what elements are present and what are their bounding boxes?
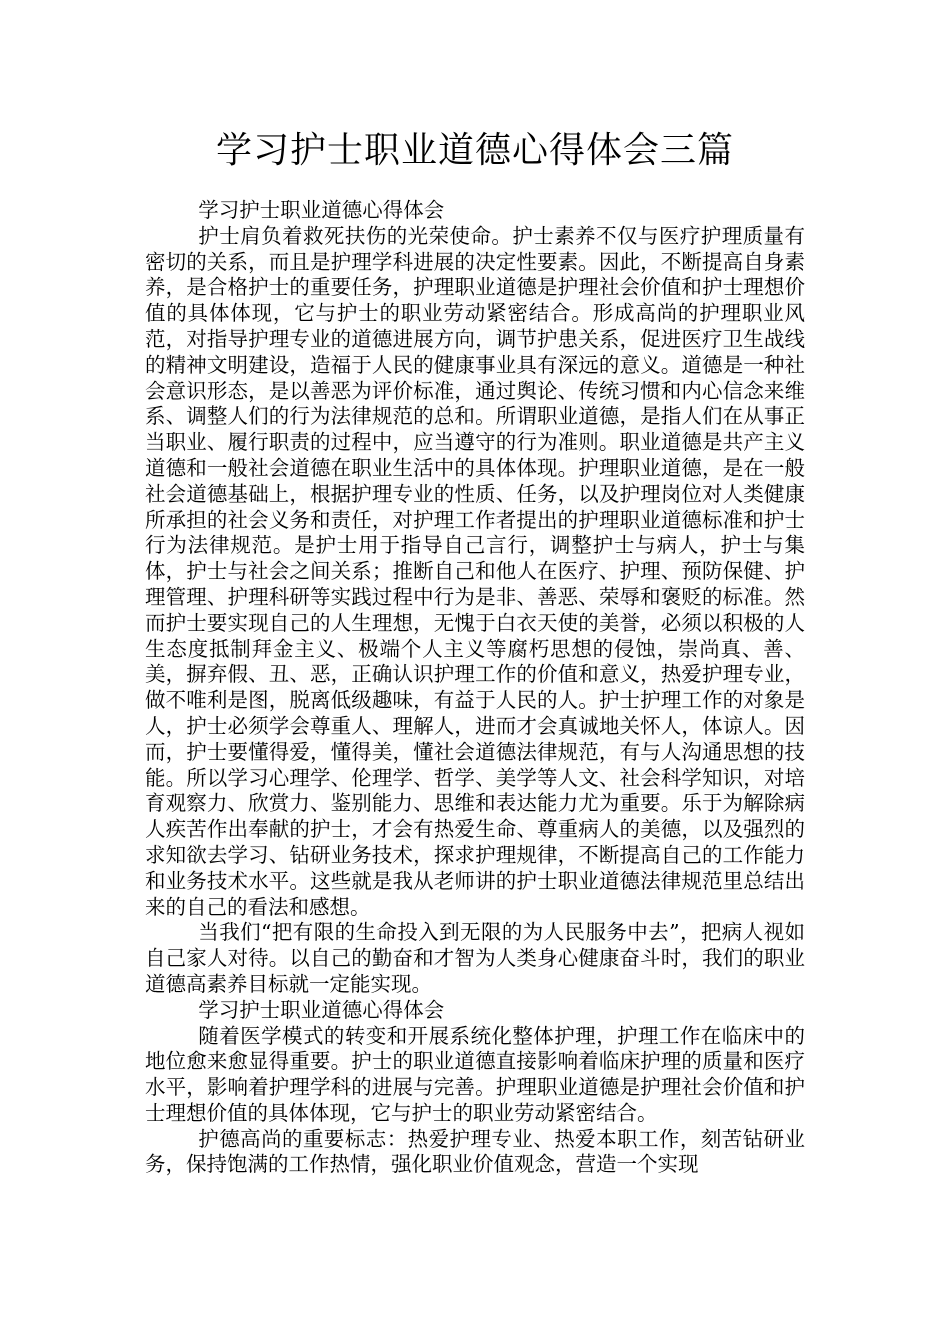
document-title: 学习护士职业道德心得体会三篇 [215, 130, 734, 171]
section-heading-2: 学习护士职业道德心得体会 [198, 997, 445, 1022]
body-paragraph-4: 护德高尚的重要标志：热爱护理专业、热爱本职工作，刻苦钻研业务，保持饱满的工作热情，强化职业价值观念，营造一个实现 [145, 1126, 805, 1177]
body-paragraph-3: 随着医学模式的转变和开展系统化整体护理，护理工作在临床中的地位愈来愈显得重要。护士的职业道德直接影响着临床护理的质量和医疗水平，影响着护理学科的进展与完善。护理职业道德是护理社会价值和护士理想价值的具体体现，它与护士的职业劳动紧密结合。 [145, 1023, 805, 1125]
body-paragraph-1: 护士肩负着救死扶伤的光荣使命。护士素养不仅与医疗护理质量有密切的关系，而且是护理学科进展的决定性要素。因此，不断提高自身素养，是合格护士的重要任务，护理职业道德是护理社会价值和护士理想价值的具体体现，它与护士的职业劳动紧密结合。形成高尚的护理职业风范，对指导护理专业的道德进展方向，调节护患关系，促进医疗卫生战线的精神文明建设，造福于人民的健康事业具有深远的意义。道德是一种社会意识形态，是以善恶为评价标准，通过舆论、传统习惯和内心信念来维系、调整人们的行为法律规范的总和。所谓职业道德，是指人们在从事正当职业、履行职责的过程中，应当遵守的行为准则。职业道德是共产主义道德和一般社会道德在职业生活中的具体体现。护理职业道德，是在一般社会道德基础上，根据护理专业的性质、任务，以及护理岗位对人类健康所承担的社会义务和责任，对护理工作者提出的护理职业道德标准和护士行为法律规范。是护士用于指导自己言行，调整护士与病人，护士与集体，护士与社会之间关系；推断自己和他人在医疗、护理、预防保健、护理管理、护理科研等实践过程中行为是非、善恶、荣辱和褒贬的标准。然而护士要实现自己的人生理想，无愧于白衣天使的美誉，必须以积极的人生态度抵制拜金主义、极端个人主义等腐朽思想的侵蚀，崇尚真、善、美，摒弃假、丑、恶，正确认识护理工作的价值和意义，热爱护理专业，做不唯利是图，脱离低级趣味，有益于人民的人。护士护理工作的对象是人，护士必须学会尊重人、理解人，进而才会真诚地关怀人，体谅人。因而，护士要懂得爱，懂得美，懂社会道德法律规范，有与人沟通思想的技能。所以学习心理学、伦理学、哲学、美学等人文、社会科学知识，对培育观察力、欣赏力、鉴别能力、思维和表达能力尤为重要。乐于为解除病人疾苦作出奉献的护士，才会有热爱生命、尊重病人的美德，以及强烈的求知欲去学习、钻研业务技术，探求护理规律，不断提高自己的工作能力和业务技术水平。这些就是我从老师讲的护士职业道德法律规范里总结出来的自己的看法和感想。 [145, 223, 805, 919]
body-paragraph-2: 当我们“把有限的生命投入到无限的为人民服务中去”，把病人视如自己家人对待。以自己的勤奋和才智为人类身心健康奋斗时，我们的职业道德高素养目标就一定能实现。 [145, 920, 805, 996]
section-heading-1: 学习护士职业道德心得体会 [198, 198, 445, 222]
document-body [145, 198, 805, 1178]
